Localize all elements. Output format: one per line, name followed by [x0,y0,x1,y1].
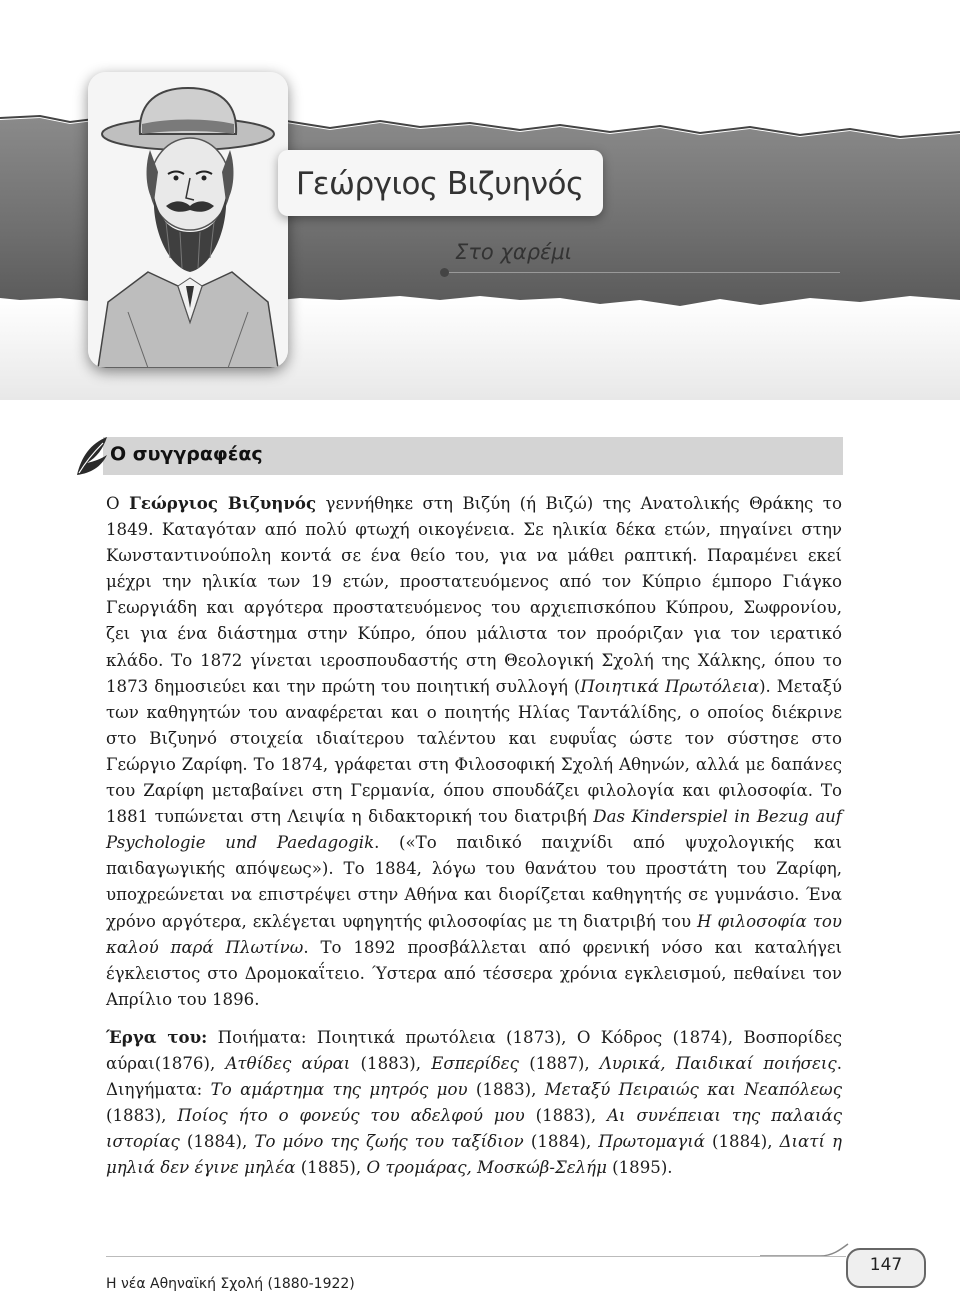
bio-text: Ο [106,494,130,513]
works-text: (1884), [704,1132,780,1152]
work-title: Das Kinderspiel in Bezug auf Psychologie und Paedagogik [106,807,842,853]
works-text: (1883), [106,1106,178,1126]
work-title: Ατθίδες αύραι [225,1054,351,1074]
works-text: (1884), [523,1132,599,1152]
footer-book-title: Η νέα Αθηναϊκή Σχολή (1880-1922) [106,1276,355,1292]
work-title: Το αμάρτημα της μητρός μου [210,1080,468,1100]
footer-rule [106,1256,846,1257]
bio-text: . («Το παιδικό παιχνίδι από ψυχολογικής και παιδαγωγικής απόψεως»). Το 1884, λόγω του θανάτου του προστάτη του Ζαρίφη, υποχρεώνεται να επιστρέψει στην Αθήνα και διορίζεται καθηγητής σε γυμνάσιο. Ένα χρόνο αργότερα, εκλέγεται υφηγητής φιλοσοφίας με τη διατριβή του [106,833,842,931]
works-text: (1885), [295,1158,367,1178]
section-title: Ο συγγραφέας [110,443,263,465]
works-text: (1884), [179,1132,255,1152]
footer-curve [760,1240,850,1260]
work-title: Διατί η μηλιά δεν έγινε μηλέα [106,1132,842,1178]
work-title: Μεταξύ Πειραιώς και Νεαπόλεως [544,1080,842,1100]
work-title: Εσπερίδες [431,1054,519,1074]
bio-text: ). Μεταξύ των καθηγητών του αναφέρεται και ο ποιητής Ηλίας Ταντάλίδης, ο οποίος διέκρινε στο Βιζυηνό στοιχεία ιδιαίτερου ταλέντου και ευφυΐας ώστε τον σύστησε στο Γεώργιο Ζαρίφη. Το 1874, γράφεται στη Φιλοσοφική Σχολή Αθηνών, αλλά με δαπάνες του Ζαρίφη μεταβαίνει στη Γερμανία, όπου σπουδάζει φιλολογία και φιλοσοφία. Το 1881 τυπώνεται στη Λειψία η διδακτορική του διατριβή [106,676,842,827]
author-name: Γεώργιος Βιζυηνός [129,493,317,513]
portrait-sketch-icon [88,72,288,368]
story-subtitle: Στο χαρέμι [455,240,572,264]
works-text: . Διηγήματα: [106,1054,842,1100]
bio-text: . Το 1892 προσβάλλεται από φρενική νόσο και καταλήγει έγκλειστος στο Δρομοκαΐτειο. Ύστερα από τέσσερα χρόνια εγκλεισμού, πεθαίνει τον Απρίλιο του 1896. [106,937,842,1009]
works-text: (1887), [518,1054,600,1074]
works-text: (1895). [606,1158,673,1178]
work-title: Ο τρομάρας, Μοσκώβ-Σελήμ [366,1158,607,1178]
works-text: (1883), [350,1054,432,1074]
page-title: Γεώργιος Βιζυηνός [296,166,584,202]
works-text: Ποιήματα: Ποιητικά πρωτόλεια (1873), Ο Κόδρος (1874), Βοσπορίδες αύραι(1876), [106,1028,842,1074]
work-title: Αι συνέπειαι της παλαιάς ιστορίας [106,1106,842,1152]
subtitle-rule [440,272,840,273]
work-title: Ποιητικά Πρωτόλεια [580,676,760,696]
works-text: (1883), [524,1106,608,1126]
works-paragraph [106,1024,842,1182]
leaf-ornament-icon [73,435,111,477]
work-title: Πρωτομαγιά [598,1132,705,1152]
work-title: Το μόνο της ζωής του ταξίδιον [254,1132,524,1152]
works-text: (1883), [467,1080,545,1100]
work-title: Ποίος ήτο ο φονεύς του αδελφού μου [177,1106,525,1126]
work-title: Λυρικά, Παιδικαί ποιήσεις [599,1054,837,1074]
author-portrait [88,72,288,368]
work-title: Η φιλοσοφία του καλού παρά Πλωτίνω [106,911,843,957]
subtitle-dot [440,268,449,277]
works-label: Έργα του: [106,1027,208,1047]
bio-text: γεννήθηκε στη Βιζύη (ή Βιζώ) της Ανατολικής Θράκης το 1849. Καταγόταν από πολύ φτωχή οικογένεια. Σε ηλικία δέκα ετών, πηγαίνει στην Κωνσταντινούπολη κοντά σε ένα θείο του, για να μάθει ραπτική. Παραμένει εκεί μέχρι την ηλικία των 19 ετών, προστατευόμενος από τον Κύπριο έμπορο Γιάγκο Γεωργιάδη και αργότερα προστατευόμενος του αρχιεπισκόπου Κύπρου, Σωφρονίου, ζει για ένα διάστημα στην Κύπρο, όπου μάλιστα τον προόριζαν για τον ιερατικό κλάδο. Το 1872 γίνεται ιεροσπουδαστής στη Θεολογική Σχολή της Χάλκης, όπου το 1873 δημοσιεύει και την πρώτη του ποιητική συλλογή ( [106,494,842,696]
page-number: 147 [869,1255,903,1275]
biography-paragraph [106,490,842,1013]
